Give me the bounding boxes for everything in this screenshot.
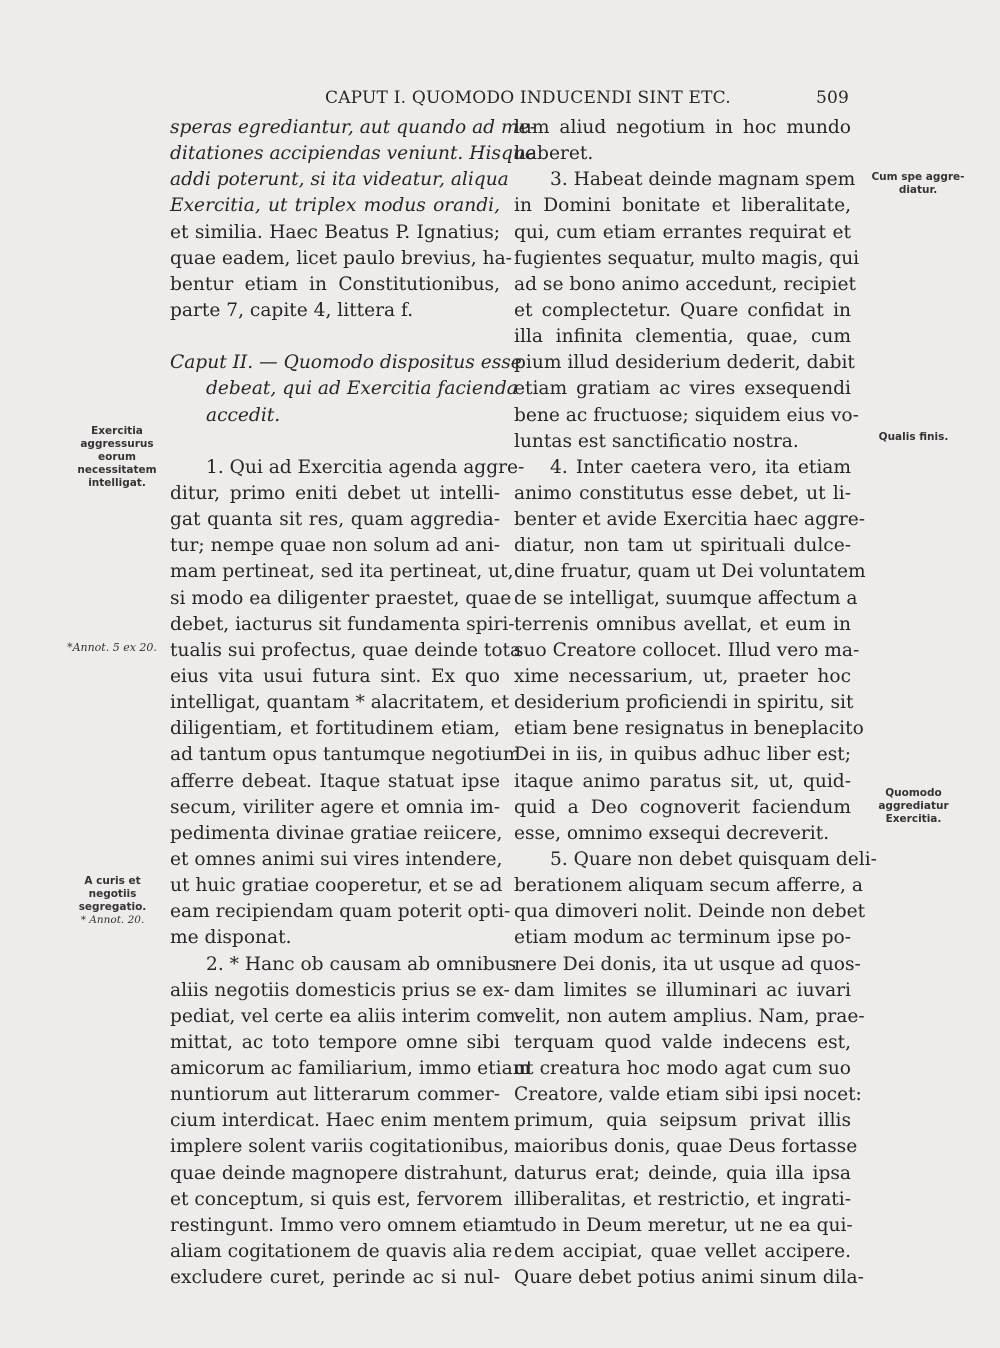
text-line: tualis sui profectus, quae deinde tota — [170, 639, 522, 661]
text-line: 1. Qui ad Exercitia agenda aggre- — [206, 456, 525, 478]
text-line — [170, 324, 500, 350]
text-line: debet, iacturus sit fundamenta spiri- — [170, 613, 515, 635]
text-line: secum, viriliter agere et omnia im- — [170, 796, 500, 818]
text-line: in Domini bonitate et liberalitate, — [514, 195, 851, 217]
text-line: gat quanta sit res, quam aggredia- — [170, 509, 500, 531]
text-line: illiberalitas, et restrictio, et ingrati- — [514, 1188, 851, 1210]
text-line: quae deinde magnopere distrahunt, — [170, 1162, 509, 1184]
text-line: lum aliud negotium in hoc mundo — [514, 117, 851, 138]
text-line: mittat, ac toto tempore omne sibi — [170, 1031, 500, 1053]
text-line: etiam bene resignatus in beneplacito — [514, 718, 864, 740]
text-line: suo Creatore collocet. Illud vero ma- — [514, 639, 860, 661]
text-line: nere Dei donis, ita ut usque ad quos- — [514, 953, 861, 975]
text-line: et similia. Haec Beatus P. Ignatius; — [170, 221, 500, 243]
text-line: desiderium proficiendi in spiritu, sit — [514, 692, 854, 714]
margin-note-quomodo: Quomodo aggrediatur Exercitia. — [878, 787, 949, 825]
text-line: Dei in iis, in quibus adhuc liber est; — [514, 744, 851, 766]
text-line: fugientes sequatur, multo magis, qui — [514, 247, 860, 269]
text-line: qui, cum etiam errantes requirat et — [514, 221, 851, 243]
text-line: daturus erat; deinde, quia illa ipsa — [514, 1162, 851, 1184]
text-line: 3. Habeat deinde magnam spem — [550, 169, 856, 191]
text-line: 4. Inter caetera vero, ita etiam — [550, 456, 851, 478]
text-line: dam limites se illuminari ac iuvari — [514, 979, 851, 1001]
text-line: ut huic gratiae cooperetur, et se ad — [170, 875, 503, 897]
text-line: Caput II. — Quomodo dispositus esse — [170, 352, 522, 374]
text-line: diligentiam, et fortitudinem etiam, — [170, 718, 500, 740]
text-line: ditationes accipiendas veniunt. Hisque — [170, 143, 536, 165]
text-line: 5. Quare non debet quisquam deli- — [550, 848, 877, 870]
text-line: bentur etiam in Constitutionibus, — [170, 273, 500, 295]
margin-note-annot-5: *Annot. 5 ex 20. — [67, 641, 157, 654]
margin-note-exercitia: Exercitia aggressurus eorum necessitatem intelligat. — [77, 425, 157, 489]
text-line: primum, quia seipsum privat illis — [514, 1110, 851, 1132]
text-line: eam recipiendam quam poterit opti- — [170, 901, 511, 923]
margin-note-spe: Cum spe aggre-diatur. — [871, 171, 965, 196]
text-line: si modo ea diligenter praestet, quae — [170, 587, 512, 609]
text-line: itaque animo paratus sit, ut, quid- — [514, 770, 851, 792]
text-line: aliis negotiis domesticis prius se ex- — [170, 979, 510, 1001]
text-line: ad tantum opus tantumque negotium — [170, 744, 521, 766]
text-line: Exercitia, ut triplex modus orandi, — [170, 195, 500, 217]
text-line: amicorum ac familiarium, immo etiam — [170, 1058, 531, 1080]
text-line: ditur, primo eniti debet ut intelli- — [170, 482, 500, 504]
text-line: esse, omnimo exsequi decreverit. — [514, 822, 830, 844]
text-line: intelligat, quantam * alacritatem, et — [170, 692, 510, 714]
text-line: tur; nempe quae non solum ad ani- — [170, 535, 500, 557]
text-line: dine fruatur, quam ut Dei voluntatem — [514, 561, 866, 583]
text-line: xime necessarium, ut, praeter hoc — [514, 665, 851, 687]
text-line: et complectetur. Quare confidat in — [514, 299, 851, 321]
text-line: illa infinita clementia, quae, cum — [514, 326, 851, 348]
text-line: pedimenta divinae gratiae reiicere, — [170, 822, 503, 844]
text-line: dem accipiat, quae vellet accipere. — [514, 1241, 851, 1263]
text-line: benter et avide Exercitia haec aggre- — [514, 509, 866, 531]
text-line: mam pertineat, sed ita pertineat, ut, — [170, 561, 514, 583]
text-line: nuntiorum aut litterarum commer- — [170, 1084, 500, 1106]
text-line: implere solent variis cogitationibus, — [170, 1136, 509, 1158]
left-text-column — [170, 115, 536, 1291]
text-line: berationem aliquam secum afferre, a — [514, 875, 863, 897]
text-line: restingunt. Immo vero omnem etiam — [170, 1214, 516, 1236]
right-text-column — [514, 115, 877, 1291]
page-number: 509 — [815, 88, 849, 108]
text-line: afferre debeat. Itaque statuat ipse — [170, 770, 500, 792]
text-line: pediat, vel certe ea aliis interim com- — [170, 1005, 522, 1027]
text-line: etiam gratiam ac vires exsequendi — [514, 378, 851, 400]
text-line: ad se bono animo accedunt, recipiet — [514, 273, 856, 295]
text-line: pium illud desiderium dederit, dabit — [514, 352, 855, 374]
text-line: parte 7, capite 4, littera f. — [170, 299, 414, 321]
text-line: accedit. — [206, 404, 281, 426]
text-line: qua dimoveri nolit. Deinde non debet — [514, 901, 866, 923]
text-line: terrenis omnibus avellat, et eum in — [514, 613, 851, 635]
text-line: tudo in Deum meretur, ut ne ea qui- — [514, 1214, 853, 1236]
text-line: 2. * Hanc ob causam ab omnibus — [206, 953, 517, 975]
text-line: animo constitutus esse debet, ut li- — [514, 482, 851, 504]
text-line: cium interdicat. Haec enim mentem — [170, 1110, 510, 1132]
text-line: Creatore, valde etiam sibi ipsi nocet: — [514, 1084, 862, 1106]
text-line: bene ac fructuose; siquidem eius vo- — [514, 404, 859, 426]
text-line: et omnes animi sui vires intendere, — [170, 848, 503, 870]
text-line: terquam quod valde indecens est, — [514, 1031, 851, 1053]
text-line: luntas est sanctificatio nostra. — [514, 430, 799, 452]
text-line — [170, 429, 500, 455]
text-line: me disponat. — [170, 927, 292, 949]
text-line: diatur, non tam ut spirituali dulce- — [514, 535, 851, 557]
text-line: Quare debet potius animi sinum dila- — [514, 1267, 864, 1289]
text-line: velit, non autem amplius. Nam, prae- — [514, 1005, 865, 1027]
text-line: de se intelligat, suumque affectum a — [514, 587, 858, 609]
text-line: debeat, qui ad Exercitia facienda — [206, 378, 518, 400]
text-line: haberet. — [514, 143, 594, 165]
margin-note-qualis: Qualis finis. — [878, 431, 949, 443]
text-line: excludere curet, perinde ac si nul- — [170, 1267, 500, 1289]
text-line: quid a Deo cognoverit faciendum — [514, 796, 851, 818]
text-line: aliam cogitationem de quavis alia re — [170, 1241, 513, 1263]
text-line: etiam modum ac terminum ipse po- — [514, 927, 851, 949]
text-line: et conceptum, si quis est, fervorem — [170, 1188, 503, 1210]
text-line: maioribus donis, quae Deus fortasse — [514, 1136, 858, 1158]
running-title: CAPUT I. QUOMODO INDUCENDI SINT ETC. — [325, 88, 731, 108]
text-line: ut creatura hoc modo agat cum suo — [514, 1058, 851, 1080]
text-line: speras egrediantur, aut quando ad me- — [170, 117, 536, 138]
margin-note-curis: A curis et negotiis segregatio. * Annot. 20. — [78, 875, 147, 926]
text-line: quae eadem, licet paulo brevius, ha- — [170, 247, 512, 269]
text-line: eius vita usui futura sint. Ex quo — [170, 665, 500, 687]
text-line: addi poterunt, si ita videatur, aliqua — [170, 169, 509, 191]
